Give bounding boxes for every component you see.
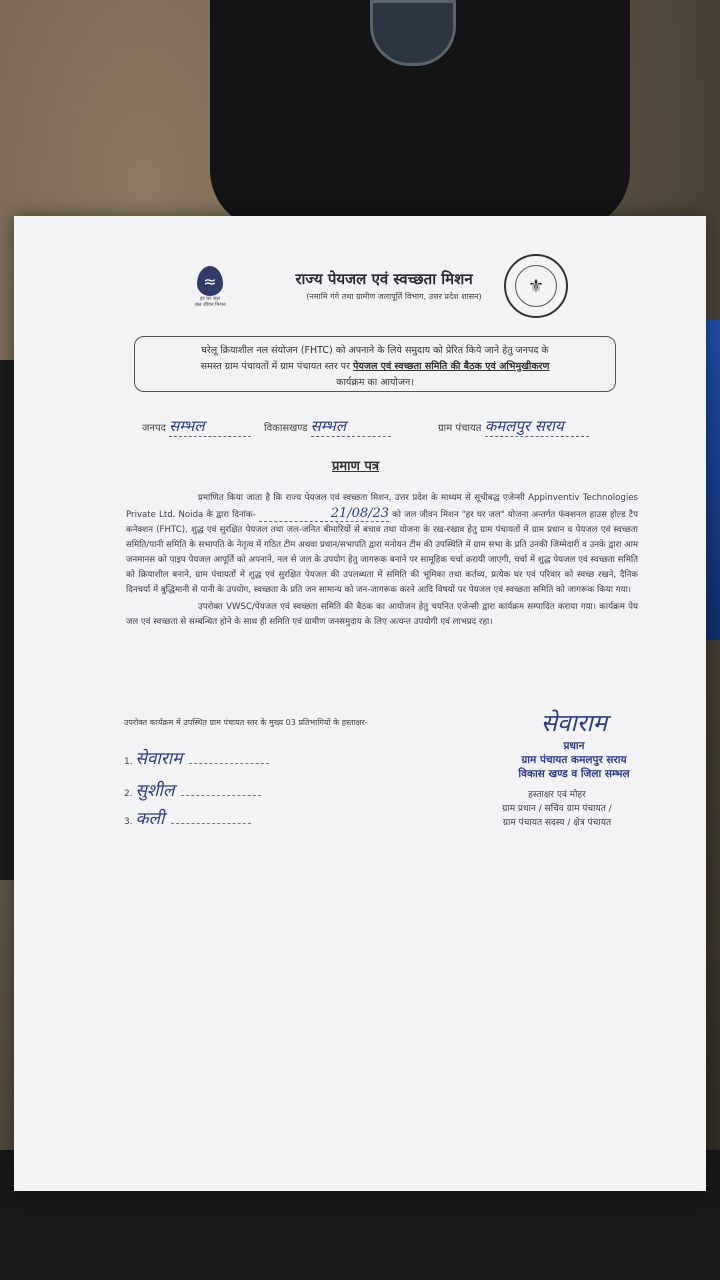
certificate-document [14,216,706,1191]
panchayat-label: ग्राम पंचायत [438,423,482,434]
para-1-end: को जल जीवन मिशन "हर घर जल" योजना अन्तर्गत फंक्शनल हाउस होल्ड टैप कनेक्शन (FHTC), शुद्ध एवं सुरक्षित पेयजल तथा जल-जनित बीमारियों से बचाव तथा योजना के रख-रखाव हेतु ग्राम पंचायतों में ग्राम प्रधान व पेयजल एवं स्वच्छता समिति/पानी समिति के सभापति के नेतृत्व में गठित टीम अथवा प्रधान/सभापति द्वारा मनोयन टीम की उपस्थिति में ग्राम सभा के प्रति उनकी जिम्मेदारी व उनके द्वारा आम जनमानस को पाइप पेयजल आपूर्ति को अपनाने, नल से जल के उपयोग हेतु जागरूक बनाने पर सामूहिक चर्चा करायी जाएगी, चर्चा में शुद्ध पेयजल एवं स्वच्छता समिति को क्रियाशील बनाने, ग्राम पंचायतों में शुद्ध एवं सुरक्षित पेयजल की उपलब्धता में समिति की भूमिका तथा कर्तव्य, प्रत्येक घर एवं परिवार को स्वच्छ रखने, दैनिक दिनचर्या में बुद्धिमानी से पानी के उपयोग, स्वच्छता के प्रति जन सामान्य को जन-जागरूक करने आदि विषयों पर पेयजल एवं स्वच्छता समिति को जागरूक किया गया। [126,510,638,595]
participant-row [124,778,261,801]
notice-line-1: घरेलू क्रियाशील नल संयोजन (FHTC) को अपनाने के लिये समुदाय को प्रेरित किये जाने हेतु जनपद के [201,345,549,356]
stamp-line-3: विकास खण्ड व जिला सम्भल [518,768,630,780]
participant-number: 3. [124,817,133,827]
notice-line-2: समस्त ग्राम पंचायतों में ग्राम पंचायत स्तर पर [200,361,350,372]
pradhan-signature-block [494,706,654,781]
participant-signature: सेवाराम [135,749,183,769]
panchayat-field [438,416,589,437]
water-drop-icon: ≈ [197,266,223,296]
meeting-date: 21/08/23 [259,506,389,522]
participant-number: 2. [124,789,133,799]
district-value: सम्भल [169,417,205,435]
certificate-paragraph-1 [126,491,638,598]
block-value: सम्भल [310,417,347,435]
participants-intro: उपरोक्त कार्यक्रम में उपस्थित ग्राम पंचायत स्तर के मुख्य 03 प्रतिभागियों के हस्ताक्षर- [124,718,368,727]
participant-signature: सुशील [135,781,175,801]
caption-line-3: ग्राम पंचायत सदस्य / क्षेत्र पंचायत [502,818,612,828]
pradhan-signature: सेवाराम [540,709,608,737]
stamp-line-2: ग्राम पंचायत कमलपुर सराय [521,754,627,766]
participant-signature: कली [135,809,165,829]
certificate-paragraph-2: उपरोक्त VWSC/पेयजल एवं स्वच्छता समिति की बैठक का आयोजन हेतु चयनित एजेन्सी द्वारा कार्यक्रम सम्पादित कराया गया। कार्यक्रम पेय जल एवं स्वच्छता से सम्बन्धित होने के साथ ही समिति एवं ग्रामीण जनसमुदाय के लिए अत्यन्त उपयोगी एवं लाभप्रद रहा। [126,602,638,627]
block-field [264,416,391,437]
logo-left-subtext: जल जीवन मिशन [194,302,226,308]
participant-row [124,806,251,829]
department-subtitle: (नमामि गंगे तथा ग्रामीण जलापूर्ति विभाग, उत्तर प्रदेश शासन) [306,292,482,301]
certificate-body [126,491,638,630]
participant-row [124,746,269,769]
notice-line-2-underlined: पेयजल एवं स्वच्छता समिति की बैठक एवं अभिमुखीकरण [353,361,550,372]
department-title: राज्य पेयजल एवं स्वच्छता मिशन [295,270,473,288]
panchayat-value: कमलपुर सराय [484,417,564,435]
participant-number: 1. [124,757,133,767]
seal-emblem-icon: ⚜ [515,265,557,307]
caption-line-1: हस्ताक्षर एवं मोहर [528,790,586,800]
district-field [142,416,251,437]
certificate-title: प्रमाण पत्र [332,459,380,474]
stamp-line-1: प्रधान [563,740,585,752]
har-ghar-jal-logo [190,266,230,324]
caption-line-2: ग्राम प्रधान / सचिव ग्राम पंचायत / [502,804,612,814]
logo-left-text: हर घर जल [200,296,220,302]
notice-box [134,336,616,392]
signature-caption [472,788,642,830]
block-label: विकासखण्ड [264,423,308,434]
up-government-seal [504,254,568,318]
district-label: जनपद [142,423,166,434]
notice-line-3: कार्यक्रम का आयोजन। [336,377,414,388]
para-1-start: प्रमाणित किया जाता है कि राज्य पेयजल एवं स्वच्छता मिशन, उत्तर प्रदेश के माध्यम से सूचीबद्ध एजेन्सी Appinventiv Technologies Private Ltd. Noida के द्वारा दिनांक- [126,493,638,520]
